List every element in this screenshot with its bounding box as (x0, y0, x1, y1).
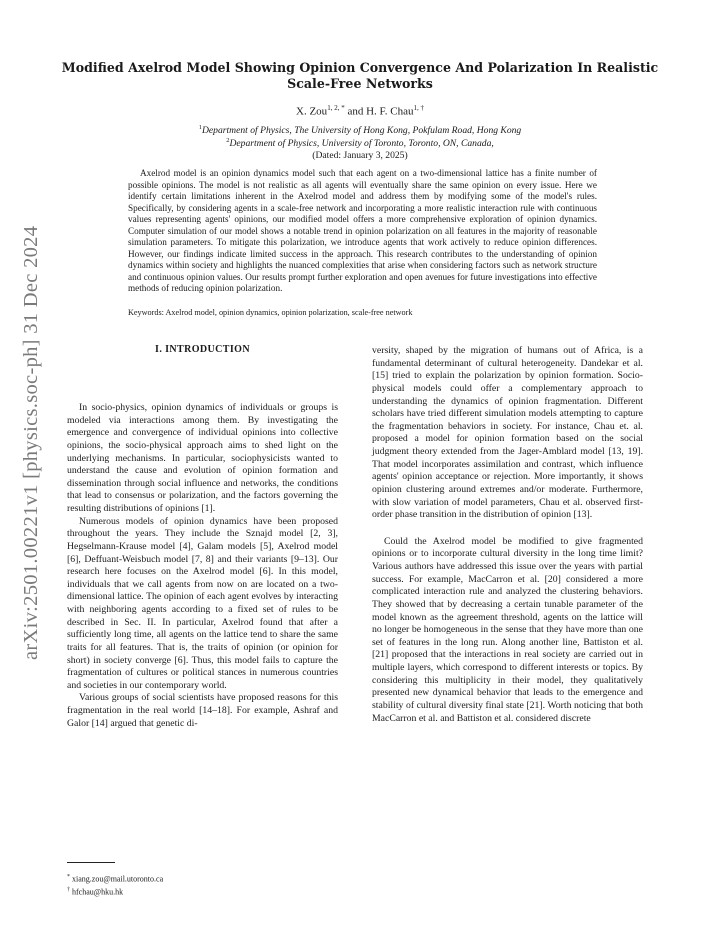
footnote (67, 872, 163, 885)
paper-title: Modified Axelrod Model Showing Opinion Convergence And Polarization In Realistic Scale-Free Networks (61, 60, 659, 91)
footnote-divider (67, 862, 115, 863)
author-name: H. F. Chau (366, 105, 414, 118)
author-name: X. Zou (296, 105, 328, 118)
body-paragraph: versity, shaped by the migration of humans out of Africa, is a fundamental determinant of cultural heterogeneity. Dandekar et al. [15] tried to explain the polarization by opinion formation. Socio-physical models could offer a complementary approach to understanding the dynamics of opinion fragmentation. Different scholars have tried different simulation models attempting to capture the fragmentation behaviors in society. For instance, Chau et. al. proposed a model for opinion formation based on the social judgment theory extended from the Jager-Amblard model [13, 19]. That model incorporates assimilation and contrast, which influence agents' opinion acceptance or rejection. More importantly, it shows opinion clustering around extremes and/or moderate. Furthermore, with slow variation of model parameters, Chau et al. observed first-order phase transition in the distribution of opinion [13]. (372, 345, 643, 521)
footnote (67, 885, 163, 898)
affiliation-text: Department of Physics, University of Toronto, Toronto, ON, Canada, (229, 138, 494, 150)
body-paragraph: Could the Axelrod model be modified to give fragmented opinions or to incorporate cultural diversity in the long time limit? Various authors have addressed this issue over the years with partial success. For example, MacCarron et al. [20] considered a more complicated interaction rule and analyzed the clustering behaviors. They showed that by decreasing a certain tunable parameter of the model known as the agreement threshold, agents on the lattice will no longer be homogeneous in the sense that they have more than one set of features in the long run. Along another line, Battiston et al. [21] proposed that the interactions in real society are carried out in multiple layers, which correspond to different interests or topics. By considering this multiplicity in their model, they qualitatively presented new dynamical behavior that leads to the emergence and stability of cultural diversity final state [21]. Worth noticing that both MacCarron et al. and Battiston et al. considered discrete (372, 535, 643, 724)
date-line: (Dated: January 3, 2025) (312, 150, 408, 161)
footnote-email[interactable]: xiang.zou@mail.utoronto.ca (72, 874, 164, 884)
footnote-mark: † (67, 886, 70, 893)
affiliation (60, 137, 660, 149)
affiliation-mark: 2 (226, 137, 230, 144)
author-marks: 1, 2, * (327, 104, 345, 112)
affiliation-text: Department of Physics, The University of Hong Kong, Pokfulam Road, Hong Kong (202, 125, 522, 137)
body-paragraph: Various groups of social scientists have proposed reasons for this fragmentation in the real world [14–18]. For example, Ashraf and Galor [14] argued that genetic di- (67, 692, 338, 729)
right-column (372, 345, 643, 725)
footnotes (67, 872, 163, 897)
abstract: Axelrod model is an opinion dynamics model such that each agent on a two-dimensional lattice has a finite number of possible opinions. The model is not realistic as all agents will eventually share the same opinion on every issue. Here we identify certain limitations inherent in the Axelrod model and address them by modifying some of the model's rules. Specifically, by considering agents in a scale-free network and incorporating a more realistic interaction rule with continuous values representing agents' opinions, our modified model offers a more comprehensive exploration of opinion dynamics. Computer simulation of our model shows a notable trend in opinion polarization on all features in the majority of reasonable simulation parameters. To mitigate this polarization, we introduce agents that work actively to reduce opinion differences. However, our findings indicate limited success in the approach. This research contributes to the understanding of opinion dynamics within society and highlights the nuanced complexities that arise when considering factors such as network structure and continuous opinion values. Our results prompt further exploration and open avenues for future investigations into effective methods of reducing opinion polarization. (128, 168, 597, 294)
author-marks: 1, † (413, 104, 424, 112)
body-paragraph: Numerous models of opinion dynamics have been proposed throughout the years. They include the Sznajd model [2, 3], Hegselmann-Krause model [4], Galam models [5], Axelrod model [6], Deffuant-Weisbuch model [7, 8] and their variants [9–13]. Our research here focuses on the Axelrod model [6]. In this model, individuals that we call agents from now on are located on a two-dimensional lattice. The opinion of each agent evolves by interacting with neighboring agents according to a fixed set of rules to be described in Sec. II. In particular, Axelrod found that after a sufficiently long time, all agents on the lattice tend to share the same traits for all features. That is, the traits of opinion (or opinion for short) in society converge [6]. Thus, this model fails to capture the fragmentation of cultures or political stances in numerous countries and societies in our contemporary world. (67, 515, 338, 691)
footnote-mark: * (67, 874, 70, 880)
body-paragraph: In socio-physics, opinion dynamics of individuals or groups is modeled via interactions among them. By investigating the emergence and convergence of individual opinions into collective opinions, the socio-physical approach aims to shed light on the underlying mechanisms. In particular, sociophysicists wanted to understand the cause and evolution of opinion formation and dissemination through social influence and networks, the conditions that lead to consensus or polarization, and the factors governing the resulting distributions of opinions [1]. (67, 402, 338, 514)
footnote-email[interactable]: hfchau@hku.hk (72, 887, 124, 897)
section-heading: I. INTRODUCTION (155, 344, 250, 355)
keywords: Keywords: Axelrod model, opinion dynamics, opinion polarization, scale-free network (128, 308, 413, 317)
affiliation-mark: 1 (198, 124, 202, 131)
author-line (60, 104, 660, 118)
arxiv-identifier: arXiv:2501.00221v1 [physics.soc-ph] 31 Dec 2024 (20, 225, 42, 660)
author-conjunction: and (347, 105, 364, 118)
affiliation (60, 124, 660, 136)
left-column (67, 402, 338, 730)
